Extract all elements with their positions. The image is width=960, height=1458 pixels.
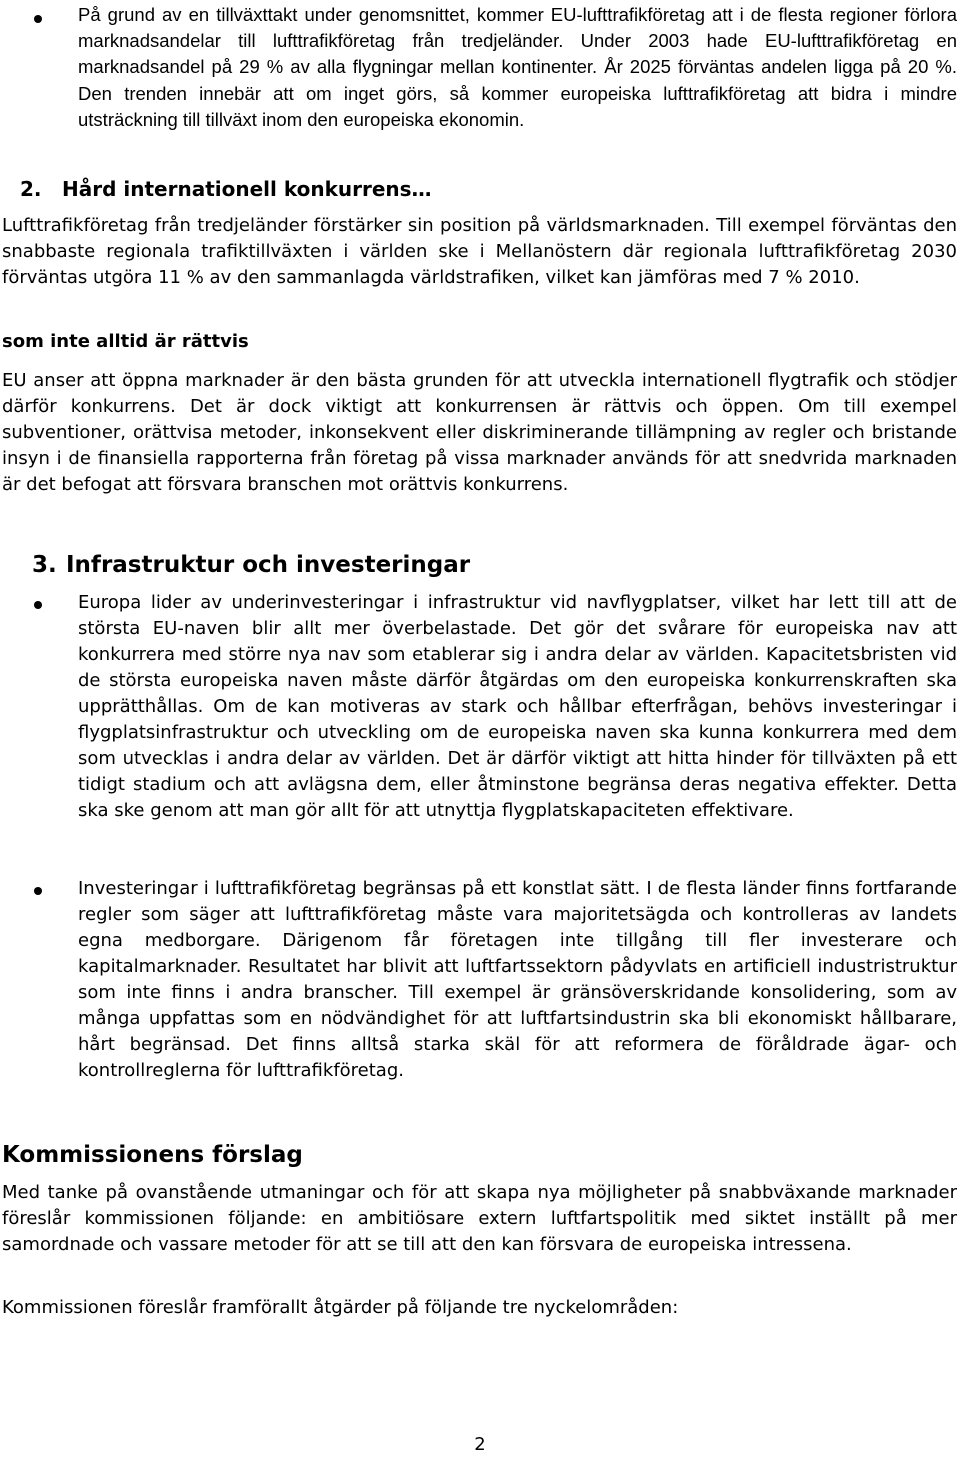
bullet-marker bbox=[34, 601, 42, 609]
section-2-paragraph: Lufttrafikföretag från tredjeländer förstärker sin position på världsmarknaden. Till exempel förväntas den snabbaste regionala trafiktillväxten i världen ske i Mellanöstern där regionala lufttrafikföretag 2030 förväntas utgöra 11 % av den sammanlagda världstrafiken, vilket kan jämföras med 7 % 2010. bbox=[2, 215, 957, 288]
section-3-title: Infrastruktur och investeringar bbox=[66, 552, 471, 578]
section-3-bullet-2: Investeringar i lufttrafikföretag begränsas på ett konstlat sätt. I de flesta länder finns fortfarande regler som säger att lufttrafikföretag måste vara majoritetsägda och kontrolleras av landets egna medborgare. Därigenom får företagen inte tillgång till fler investerare och kapitalmarknader. Resultatet har blivit att luftfartssektorn pådyvlats en artificiell industristruktur som inte finns i andra branscher. Till exempel är gränsöverskridande konsolidering, som av många uppfattas som en nödvändighet för att luftfartsindustrin ska bli ekonomiskt hållbarare, hårt begränsad. Det finns alltså starka skäl för att reformera de föråldrade ägar- och kontrollreglerna för lufttrafikföretag. bbox=[78, 878, 957, 1081]
section-3-number: 3. bbox=[32, 552, 57, 578]
intro-bullet-text: På grund av en tillväxttakt under genomsnittet, kommer EU-lufttrafikföretag att i de flesta regioner förlora marknadsandelar till lufttrafikföretag från tredjeländer. Under 2003 hade EU-lufttrafikföretag en marknadsandel på 29 % av alla flygningar mellan kontinenter. År 2025 förväntas andelen ligga på 20 %. Den trenden innebär att om inget görs, så kommer europeiska lufttrafikföretag att bidra i mindre utsträckning till tillväxt inom den europeiska ekonomin. bbox=[78, 4, 957, 130]
section-3-bullet-1: Europa lider av underinvesteringar i infrastruktur vid navflygplatser, vilket har lett till att de största EU-naven blir allt mer överbelastade. Det gör det svårare för europeiska nav att konkurrera med större nya nav som etablerar sig i andra delar av världen. Kapacitetsbristen vid de största europeiska naven måste därför åtgärdas om den europeiska konkurrenskraften ska upprätthållas. Om de kan motiveras av stark och hållbar efterfrågan, behövs investeringar i flygplatsinfrastruktur och utveckling om de europeiska naven ska kunna konkurrera med dem som utvecklas i andra delar av världen. Det är därför viktigt att hitta hinder för tillväxten på ett tidigt stadium och att avlägsna dem, eller åtminstone begränsa deras negativa effekter. Detta ska ske genom att man gör allt för att utnyttja flygplatskapaciteten effektivare. bbox=[78, 592, 957, 821]
bullet-marker bbox=[34, 15, 42, 23]
bullet-marker bbox=[34, 887, 42, 895]
section-2-subparagraph: EU anser att öppna marknader är den bästa grunden för att utveckla internationell flygtrafik och stödjer därför konkurrens. Det är dock viktigt att konkurrensen är rättvis och öppen. Om till exempel subventioner, orättvisa metoder, inkonsekvent eller diskriminerande tillämpning av regler och bristande insyn i de finansiella rapporterna från företag på vissa marknader används för att snedvrida marknaden är det befogat att försvara branschen mot orättvis konkurrens. bbox=[2, 370, 957, 495]
proposals-heading: Kommissionens förslag bbox=[2, 1142, 303, 1168]
section-2-number: 2. bbox=[20, 177, 42, 201]
proposals-paragraph-1: Med tanke på ovanstående utmaningar och för att skapa nya möjligheter på snabbväxande marknader föreslår kommissionen följande: en ambitiösare extern luftfartspolitik med siktet inställt på mer samordnade och vassare metoder för att se till att den kan försvara de europeiska intressena. bbox=[2, 1182, 957, 1255]
page-number: 2 bbox=[474, 1434, 486, 1455]
section-2-subheading: som inte alltid är rättvis bbox=[2, 331, 249, 352]
section-2-title: Hård internationell konkurrens… bbox=[62, 177, 432, 201]
proposals-paragraph-2: Kommissionen föreslår framförallt åtgärder på följande tre nyckelområden: bbox=[2, 1297, 679, 1318]
